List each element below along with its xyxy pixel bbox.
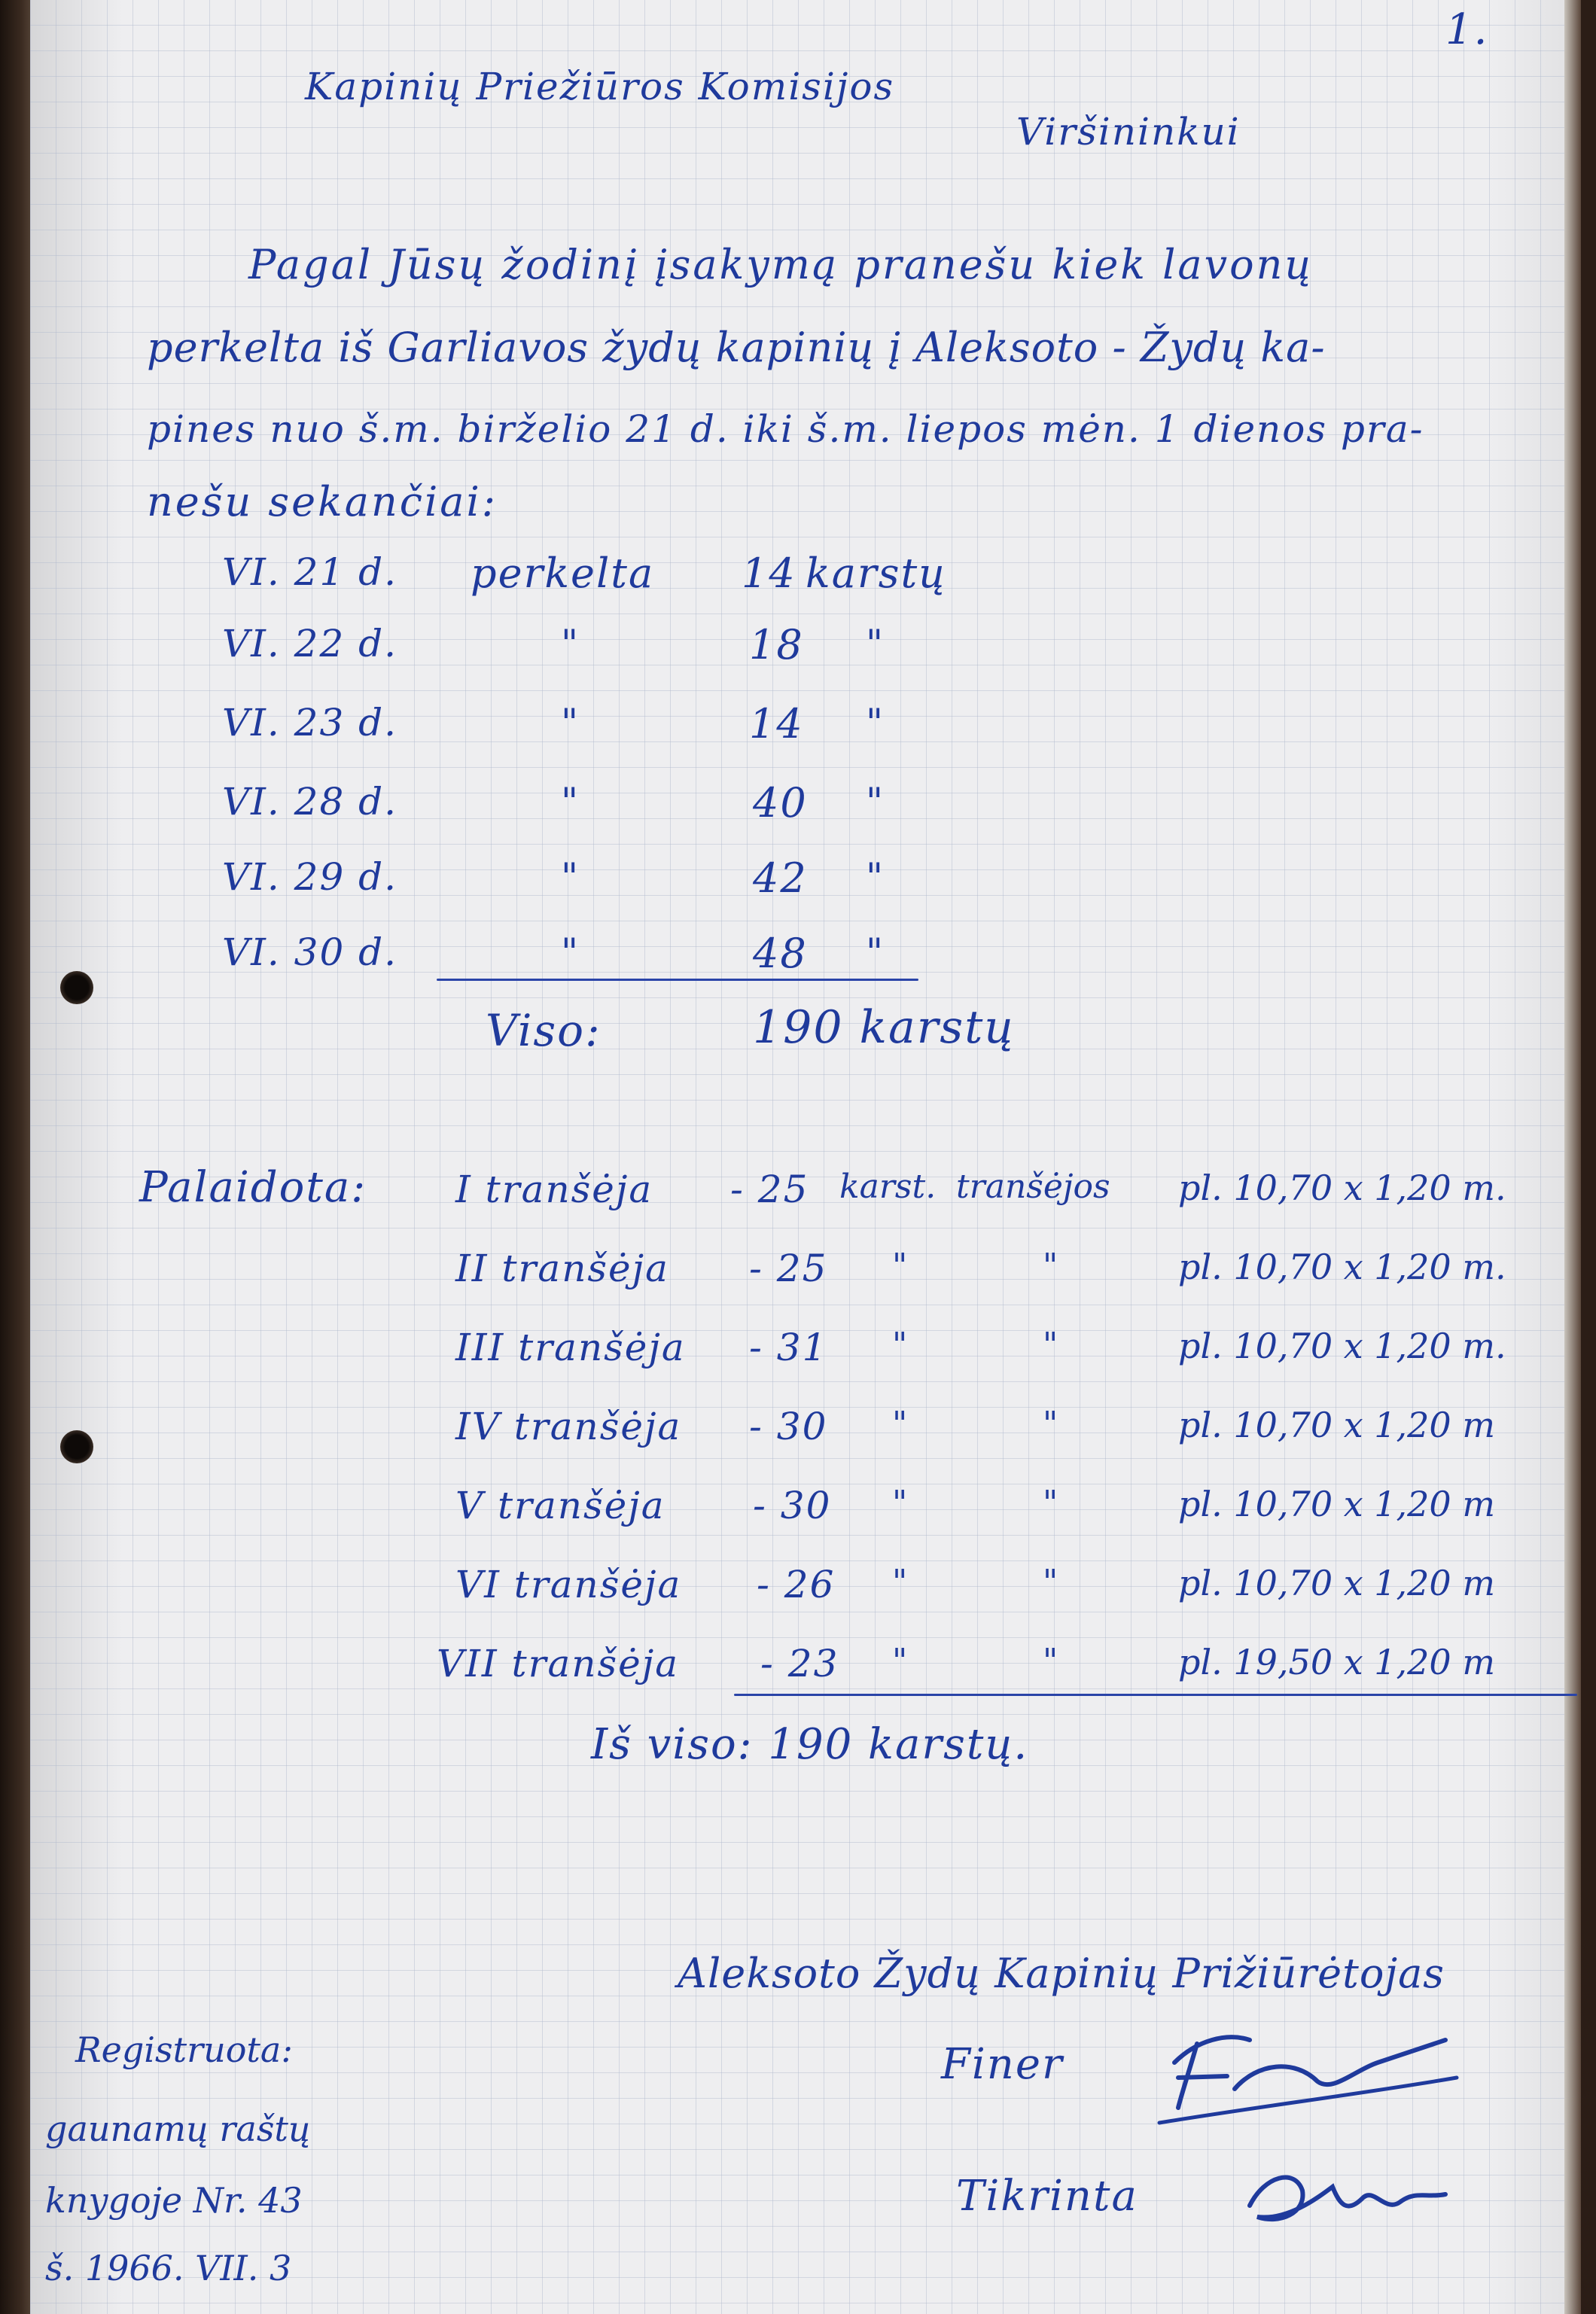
burial-count: - 26: [757, 1563, 836, 1606]
transfer-action: perkelta: [471, 550, 655, 597]
burial-trench: VII tranšėja: [437, 1642, 680, 1685]
burial-count: - 31: [749, 1326, 828, 1369]
burial-trench: III tranšėja: [455, 1326, 686, 1369]
transfer-date: VI. 22 d.: [222, 622, 398, 665]
page-number: 1.: [1445, 5, 1489, 54]
burial-size: pl. 10,70 x 1,20 m.: [1178, 1326, 1506, 1366]
body-line-1: Pagal Jūsų žodinį įsakymą pranešu kiek lavonų: [248, 241, 1314, 288]
burial-trench: V tranšėja: [455, 1484, 666, 1527]
burial-where: ": [1043, 1484, 1060, 1522]
burial-count: - 30: [753, 1484, 832, 1527]
transfer-date: VI. 21 d.: [222, 550, 398, 594]
burial-count: - 25: [749, 1247, 828, 1290]
burial-unit: ": [892, 1326, 909, 1364]
burial-unit: karst.: [839, 1168, 937, 1206]
binding-hole-lower: [60, 1430, 93, 1463]
burial-size: pl. 10,70 x 1,20 m: [1178, 1484, 1495, 1524]
burial-size: pl. 10,70 x 1,20 m.: [1178, 1168, 1506, 1208]
signature-verifier: [1235, 2153, 1460, 2236]
transfer-count: 48: [753, 930, 808, 977]
binding-hole-upper: [60, 971, 93, 1004]
registration-line-2: gaunamų raštų: [45, 2108, 311, 2149]
body-line-3: pines nuo š.m. birželio 21 d. iki š.m. liepos mėn. 1 dienos pra-: [147, 407, 1424, 451]
signatory-name: Finer: [941, 2040, 1064, 2089]
transfer-action: ": [561, 701, 580, 744]
registration-line-3: knygoje Nr. 43: [45, 2180, 303, 2221]
burial-where: ": [1043, 1326, 1060, 1364]
body-line-4: nešu sekančiai:: [147, 478, 498, 525]
transfer-count: 14: [749, 700, 804, 747]
transfer-date: VI. 29 d.: [222, 855, 398, 899]
body-line-2: perkelta iš Garliavos žydų kapinių į Aleksoto - Žydų ka-: [147, 324, 1326, 371]
transfer-count: 18: [749, 621, 804, 668]
burial-unit: ": [892, 1405, 909, 1443]
burial-size: pl. 10,70 x 1,20 m: [1178, 1563, 1495, 1603]
page-edge: [1564, 0, 1581, 2314]
transfer-count: 42: [753, 854, 808, 902]
burial-size: pl. 19,50 x 1,20 m: [1178, 1642, 1495, 1682]
burial-where: tranšėjos: [956, 1168, 1110, 1206]
burial-size: pl. 10,70 x 1,20 m.: [1178, 1247, 1506, 1287]
burial-trench: II tranšėja: [455, 1247, 669, 1290]
transfer-unit: ": [866, 701, 885, 744]
burial-size: pl. 10,70 x 1,20 m: [1178, 1405, 1495, 1445]
burial-count: - 23: [760, 1642, 839, 1685]
burial-trench: IV tranšėja: [455, 1405, 682, 1448]
burial-unit: ": [892, 1563, 909, 1601]
transfer-date: VI. 30 d.: [222, 930, 398, 974]
registration-line-1: Registruota:: [75, 2029, 293, 2070]
transfer-unit: ": [866, 855, 885, 899]
burial-count: - 25: [730, 1168, 809, 1211]
burials-label: Palaidota:: [139, 1163, 367, 1212]
burial-count: - 30: [749, 1405, 828, 1448]
transfer-unit: karstų: [806, 550, 946, 597]
heading-line-2: Viršininkui: [1016, 110, 1241, 154]
signatory-title: Aleksoto Žydų Kapinių Prižiūrėtojas: [678, 1950, 1445, 1997]
transfer-unit: ": [866, 930, 885, 974]
burial-unit: ": [892, 1247, 909, 1285]
transfer-action: ": [561, 930, 580, 974]
transfer-count: 40: [753, 779, 808, 827]
transfer-date: VI. 28 d.: [222, 780, 398, 824]
transfers-total-label: Viso:: [486, 1005, 602, 1056]
burial-trench: I tranšėja: [455, 1168, 653, 1211]
burial-where: ": [1043, 1405, 1060, 1443]
signature-finer: [1144, 2017, 1460, 2130]
burial-where: ": [1043, 1247, 1060, 1285]
transfers-total-value: 190 karstų: [753, 1001, 1015, 1054]
burial-trench: VI tranšėja: [455, 1563, 682, 1606]
transfer-unit: ": [866, 622, 885, 665]
burial-where: ": [1043, 1563, 1060, 1601]
transfer-unit: ": [866, 780, 885, 824]
transfers-sum-line: [437, 979, 918, 981]
transfer-count: 14: [742, 550, 796, 597]
burials-total: Iš viso: 190 karstų.: [591, 1720, 1029, 1769]
transfer-action: ": [561, 622, 580, 665]
transfer-action: ": [561, 780, 580, 824]
verified-label: Tikrinta: [956, 2172, 1138, 2221]
transfer-action: ": [561, 855, 580, 899]
transfer-date: VI. 23 d.: [222, 701, 398, 744]
burial-where: ": [1043, 1642, 1060, 1680]
registration-line-4: š. 1966. VII. 3: [45, 2248, 292, 2288]
burial-unit: ": [892, 1484, 909, 1522]
burial-unit: ": [892, 1642, 909, 1680]
document-page: [30, 0, 1581, 2314]
burials-sum-line: [734, 1694, 1577, 1696]
heading-line-1: Kapinių Priežiūros Komisijos: [305, 65, 895, 108]
